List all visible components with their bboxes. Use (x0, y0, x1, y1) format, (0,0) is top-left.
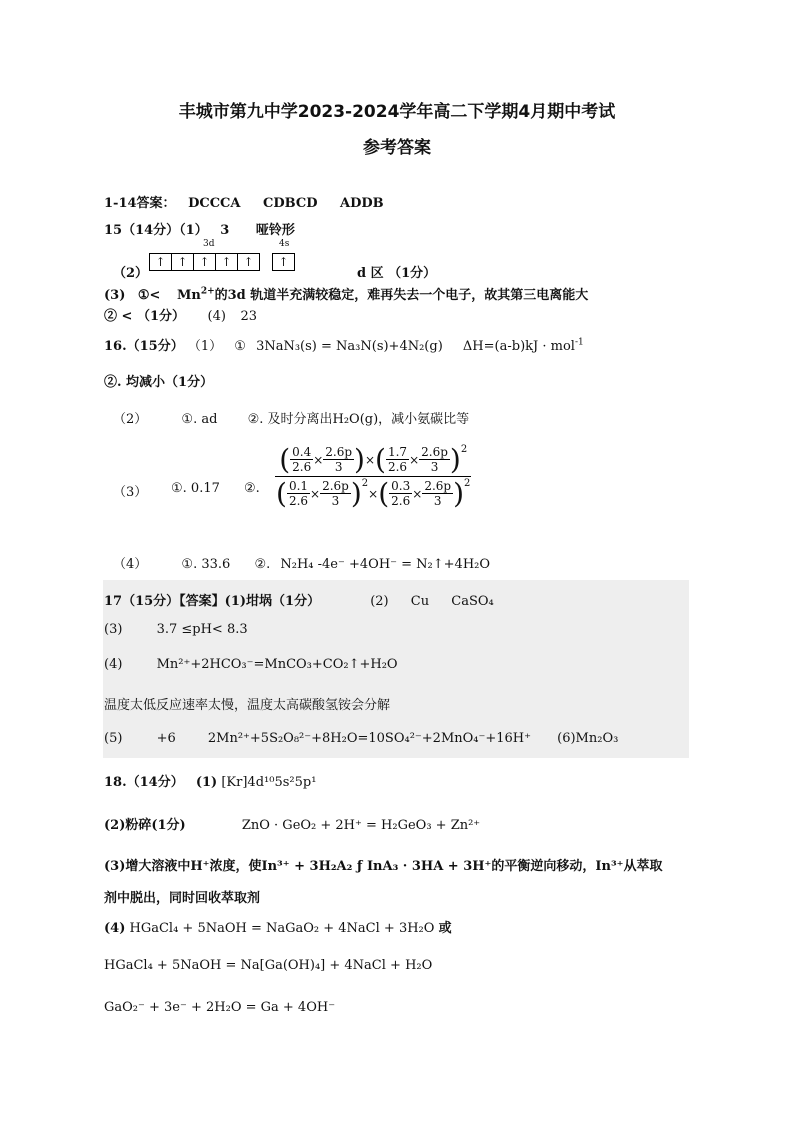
orbital-cell: ↑ (237, 253, 260, 271)
page-title: 丰城市第九中学2023-2024学年高二下学期4月期中考试 (178, 102, 616, 122)
q17-p5: (5) (104, 731, 123, 746)
kp-expression (272, 442, 474, 510)
frac-num: 0.4 (292, 445, 312, 459)
answers-1-14 (104, 192, 384, 211)
q15-line3 (104, 284, 588, 303)
frac-num: 2.6p (424, 479, 452, 493)
q17-note: 温度太低反应速率太慢，温度太高碳酸氢铵会分解 (104, 698, 391, 713)
q16-a2-1: ①. ad (181, 412, 218, 427)
q17-p2: (2) (370, 594, 389, 609)
q16-head: 16.（15分） (104, 339, 184, 354)
answers-group-1: DCCCA (188, 196, 241, 211)
orbital-box-4s (273, 251, 295, 271)
q16-line2 (113, 408, 469, 427)
q18-head: 18.（14分） (104, 775, 184, 790)
q17-a2b: CaSO₄ (451, 594, 494, 609)
q17-p4: (4) (104, 657, 123, 672)
kp-denominator: ( $\frac{0.1}{2.6}$ × $\frac{2.6p}{3}$ ) $^2$ × ( $\frac{0.3}{2.6}$ × $\frac{2.6p}{3}$ ) $^2$ (276, 476, 471, 510)
q16-eq1: 3NaN₃(s) = Na₃N(s)+4N₂(g) (256, 339, 443, 354)
q15-c1: ①< (137, 288, 161, 303)
q15-ans4: 23 (240, 309, 258, 324)
frac-den: 3 (331, 494, 340, 508)
q16-p2: （2） (113, 412, 148, 427)
frac-num: 0.3 (391, 479, 411, 493)
q15-shape: 哑铃形 (255, 223, 295, 238)
q16-c1: ① (234, 339, 246, 354)
orbital-cell: ↑ (149, 253, 172, 271)
q18-line4 (104, 917, 452, 936)
q15-head: 15（14分）（1） (104, 223, 208, 238)
q15-c2: ② < （1分） (104, 309, 185, 324)
q16-dh: ΔH=(a-b)kJ · mol (462, 339, 575, 354)
q17-line1 (104, 590, 494, 609)
orbital-cell: ↑ (171, 253, 194, 271)
frac-den: 2.6 (391, 494, 411, 508)
label-3d: 3d (203, 239, 215, 249)
q16-a4-1: ①. 33.6 (181, 557, 231, 572)
q18-config: [Kr]4d¹⁰5s²5p¹ (221, 775, 317, 790)
q15-mn-charge: 2+ (200, 286, 215, 297)
q15-mn: Mn (176, 288, 201, 303)
frac-den: 2.6 (288, 494, 309, 508)
q16-p4: （4） (113, 557, 148, 572)
q17-head: 17（15分）【答案】(1)坩埚（1分） (104, 594, 321, 609)
q18-a3-line1: (3)增大溶液中H⁺浓度，使In³⁺ + 3H₂A₂ ƒ InA₃ · 3HA + 3H⁺的平衡逆向移动，In³⁺从萃取 (104, 859, 663, 874)
q18-a3-line2: 剂中脱出，同时回收萃取剂 (104, 891, 261, 906)
frac-den: 2.6 (387, 460, 408, 474)
q16-p1: （1） (187, 339, 223, 354)
q17-a2a: Cu (410, 594, 430, 609)
q18-or: 或 (438, 921, 452, 936)
q15-p3: (3) (104, 288, 126, 303)
exponent: 2 (464, 478, 471, 489)
answers-label: 1-14答案： (104, 196, 176, 211)
q15-p4: (4) (207, 309, 226, 324)
orbital-cell: ↑ (272, 253, 295, 271)
q16-a2-2: ②. 及时分离出H₂O(g)，减小氨碳比等 (247, 412, 470, 427)
q16-line1 (104, 335, 584, 354)
q15-region: d 区 （1分） (357, 266, 437, 281)
q15-line4 (104, 305, 257, 324)
q18-eq4a: HGaCl₄ + 5NaOH = NaGaO₂ + 4NaCl + 3H₂O (129, 921, 435, 936)
q17-a3: 3.7 ≤pH< 8.3 (156, 622, 248, 637)
q17-line2 (104, 622, 248, 637)
q18-line2 (104, 814, 480, 833)
q16-a4-2: ②. (254, 557, 271, 572)
orbital-box-3d (150, 251, 260, 271)
orbital-cell: ↑ (193, 253, 216, 271)
q16-p3: （3） (113, 485, 148, 500)
exponent: 2 (460, 444, 468, 455)
q15-p2: （2） (113, 266, 149, 281)
frac-num: 0.1 (288, 479, 309, 493)
q16-c2: ②. 均减小（1分） (104, 375, 214, 390)
q17-eq4: Mn²⁺+2HCO₃⁻=MnCO₃+CO₂↑+H₂O (156, 657, 398, 672)
label-4s: 4s (279, 239, 290, 249)
q18-eq4b: HGaCl₄ + 5NaOH = Na[Ga(OH)₄] + 4NaCl + H₂O (104, 958, 433, 973)
q18-eq2: ZnO · GeO₂ + 2H⁺ = H₂GeO₃ + Zn²⁺ (241, 818, 481, 833)
page-subtitle: 参考答案 (363, 138, 431, 158)
q16-a3-2: ②. (244, 481, 260, 496)
frac-num: 1.7 (387, 445, 408, 459)
frac-den: 3 (430, 460, 439, 474)
q18-line1 (104, 771, 316, 790)
frac-num: 2.6p (322, 479, 349, 493)
q17-line3 (104, 657, 398, 672)
q17-a6: (6)Mn₂O₃ (557, 731, 619, 746)
q15-reason: 的3d 轨道半充满较稳定，难再失去一个电子，故其第三电离能大 (214, 288, 589, 303)
q18-a2: (2)粉碎(1分) (104, 818, 186, 833)
frac-den: 3 (334, 460, 343, 474)
frac-num: 2.6p (421, 445, 448, 459)
frac-den: 3 (433, 494, 442, 508)
q16-line4 (113, 553, 490, 572)
q15-ans1: 3 (220, 223, 230, 238)
q17-eq5: 2Mn²⁺+5S₂O₈²⁻+8H₂O=10SO₄²⁻+2MnO₄⁻+16H⁺ (207, 731, 531, 746)
q18-a4: (4) (104, 921, 126, 936)
q17-line5 (104, 731, 618, 746)
frac-num: 2.6p (325, 445, 353, 459)
q16-a3-1: ①. 0.17 (171, 481, 220, 496)
exponent: 2 (361, 478, 369, 489)
q16-eq4: N₂H₄ -4e⁻ +4OH⁻ = N₂↑+4H₂O (280, 557, 491, 572)
answers-group-2: CDBCD (263, 196, 318, 211)
orbital-cell: ↑ (215, 253, 238, 271)
kp-numerator: ( $\frac{0.4}{2.6}$ × $\frac{2.6p}{3}$ ) × ( $\frac{1.7}{2.6}$ × $\frac{2.6p}{3}$ ) $^2$ (275, 445, 471, 477)
q17-a5: +6 (156, 731, 176, 746)
answers-group-3: ADDB (340, 196, 384, 211)
q18-eq4c: GaO₂⁻ + 3e⁻ + 2H₂O = Ga + 4OH⁻ (104, 1000, 336, 1015)
q15-line1 (104, 219, 295, 238)
q18-a1: (1) (195, 775, 218, 790)
frac-den: 2.6 (292, 460, 312, 474)
q16-dh-exp: -1 (574, 337, 584, 348)
q17-p3: (3) (104, 622, 123, 637)
